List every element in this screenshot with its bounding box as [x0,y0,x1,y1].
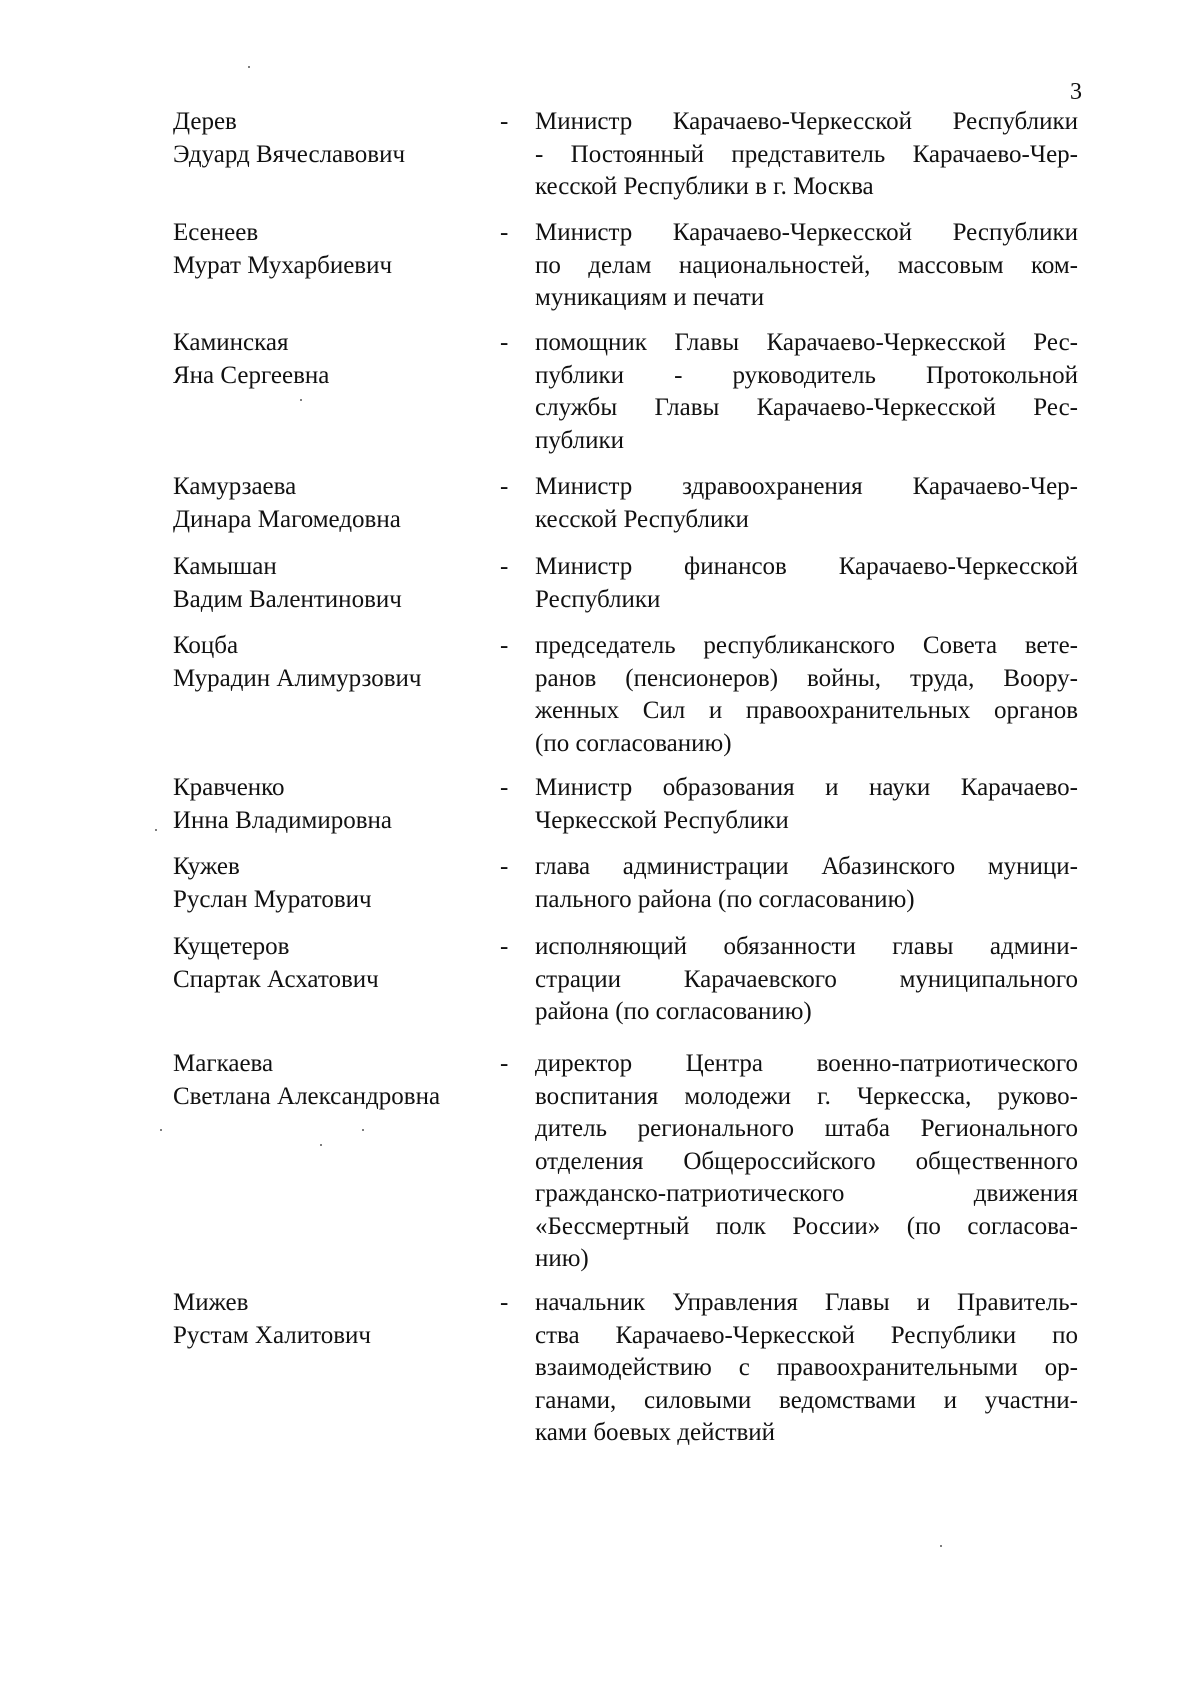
member-position [535,772,1078,837]
position-line: отделения Общероссийского общественного [535,1147,1078,1175]
position-line: помощник Главы Карачаево-Черкесской Рес- [535,329,1078,356]
entry-dash: - [500,933,509,960]
member-name [173,1048,493,1113]
entry-dash: - [500,853,509,880]
member-surname: Мижев [173,1289,249,1316]
position-line: службы Главы Карачаево-Черкесской Рес- [535,394,1078,421]
member-given-names: Спартак Асхатович [173,965,379,993]
member-name [173,327,493,392]
member-name [173,1287,493,1352]
scan-speck [160,1129,162,1131]
member-name [173,630,493,695]
position-line: «Бессмертный полк России» (по согласова- [535,1212,1078,1240]
member-position [535,630,1078,760]
entry-dash: - [500,329,509,356]
member-name [173,106,493,171]
position-line: (по согласованию) [535,729,732,757]
member-surname: Магкаева [173,1050,274,1077]
member-position [535,1048,1078,1276]
scan-speck [155,829,157,831]
position-line: женных Сил и правоохранительных органов [535,697,1078,724]
position-line: страции Карачаевского муниципального [535,965,1078,993]
position-line: Министр финансов Карачаево-Черкесской [535,553,1078,580]
position-line: нию) [535,1245,589,1272]
member-surname: Коцба [173,632,239,659]
member-name [173,931,493,996]
position-line: Министр Карачаево-Черкесской Республики [535,219,1078,246]
member-name [173,551,493,616]
position-line: Черкесской Республики [535,806,789,834]
member-position [535,471,1078,536]
position-line: глава администрации Абазинского муници- [535,853,1078,880]
scan-speck [300,399,302,401]
position-line: ками боевых действий [535,1419,776,1446]
member-surname: Есенеев [173,219,259,246]
scan-speck [362,1129,364,1131]
member-given-names: Яна Сергеевна [173,361,330,389]
position-line: воспитания молодежи г. Черкесска, руково- [535,1082,1078,1110]
position-line: гражданско-патриотического движения [535,1180,1078,1207]
member-given-names: Рустам Халитович [173,1321,371,1349]
member-name [173,471,493,536]
position-line: кесской Республики [535,505,749,533]
position-line: Республики [535,585,661,613]
member-position [535,327,1078,457]
member-given-names: Инна Владимировна [173,806,392,834]
member-position [535,1287,1078,1450]
entry-dash: - [500,774,509,801]
position-line: Министр Карачаево-Черкесской Республики [535,108,1078,135]
position-line: пального района (по согласованию) [535,885,915,913]
member-surname: Камышан [173,553,277,580]
position-line: - Постоянный представитель Карачаево-Чер- [535,140,1078,168]
position-line: ства Карачаево-Черкесской Республики по [535,1321,1078,1349]
member-given-names: Мурат Мухарбиевич [173,251,393,279]
position-line: муникациям и печати [535,284,765,311]
position-line: ганами, силовыми ведомствами и участни- [535,1386,1078,1414]
position-line: ранов (пенсионеров) войны, труда, Воору- [535,664,1078,692]
entry-dash: - [500,108,509,135]
entry-dash: - [500,473,509,500]
member-given-names: Эдуард Вячеславович [173,140,406,168]
position-line: района (по согласованию) [535,998,812,1025]
member-position [535,217,1078,315]
position-line: Министр здравоохранения Карачаево-Чер- [535,473,1078,500]
member-position [535,106,1078,204]
position-line: начальник Управления Главы и Правитель- [535,1289,1078,1316]
entry-dash: - [500,1050,509,1077]
member-name [173,772,493,837]
member-position [535,551,1078,616]
entry-dash: - [500,1289,509,1316]
member-position [535,851,1078,916]
scan-speck [320,1144,322,1146]
member-given-names: Динара Магомедовна [173,505,401,533]
member-given-names: Руслан Муратович [173,885,372,913]
position-line: кесской Республики в г. Москва [535,173,874,200]
position-line: по делам национальностей, массовым ком- [535,251,1078,279]
position-line: дитель регионального штаба Регионального [535,1115,1078,1142]
member-given-names: Вадим Валентинович [173,585,402,613]
member-surname: Каминская [173,329,289,356]
member-given-names: Мурадин Алимурзович [173,664,422,692]
position-line: публики - руководитель Протокольной [535,361,1078,389]
position-line: взаимодействию с правоохранительными ор- [535,1354,1078,1381]
position-line: Министр образования и науки Карачаево- [535,774,1078,801]
entry-dash: - [500,632,509,659]
member-surname: Камурзаева [173,473,297,500]
member-surname: Кужев [173,853,240,880]
member-surname: Кущетеров [173,933,290,960]
member-surname: Дерев [173,108,237,135]
position-line: исполняющий обязанности главы админи- [535,933,1078,960]
scan-speck [248,66,250,68]
page-number: 3 [1070,79,1082,105]
member-name [173,217,493,282]
member-name [173,851,493,916]
member-surname: Кравченко [173,774,285,801]
position-line: директор Центра военно-патриотического [535,1050,1078,1077]
entry-dash: - [500,553,509,580]
position-line: председатель республиканского Совета вете- [535,632,1078,659]
member-position [535,931,1078,1029]
scan-speck [940,1545,942,1547]
position-line: публики [535,426,625,454]
entry-dash: - [500,219,509,246]
member-given-names: Светлана Александровна [173,1082,441,1110]
